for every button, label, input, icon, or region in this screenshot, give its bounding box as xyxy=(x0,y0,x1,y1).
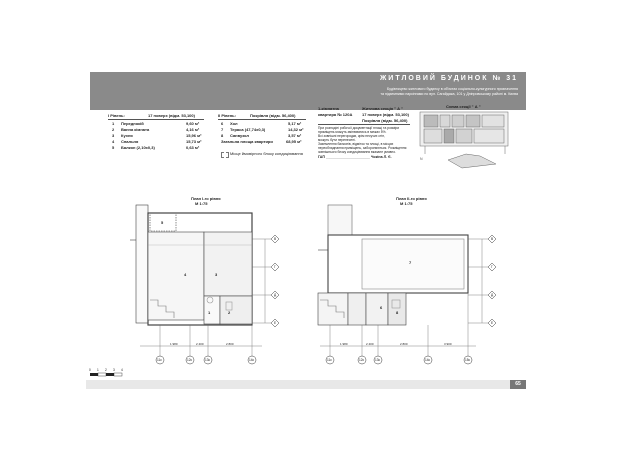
level2-floor: Покрівля (відм. 56,400) xyxy=(250,113,296,118)
room-name: Спальня xyxy=(121,139,139,144)
room-label: 2 xyxy=(228,310,231,315)
note-line: приміщень можуть змінюватись в межах 5%. xyxy=(318,130,387,134)
scale-tick: 0 xyxy=(89,368,91,372)
room-area: 15,73 м² xyxy=(186,139,202,144)
room-label: 4 xyxy=(184,272,187,277)
svg-text:N: N xyxy=(420,157,423,161)
level1-label: І Рівень: xyxy=(108,113,125,118)
room-name: Балкон (2,10х0,3) xyxy=(121,145,155,150)
note-line: зовнішнього блоку кондиціювання вказане умовно. xyxy=(318,150,396,154)
room-label: 3 xyxy=(215,272,218,277)
dimension-label: 3 900 xyxy=(444,342,452,346)
plan-level-1 xyxy=(130,205,252,325)
axis-label: Г xyxy=(274,265,276,269)
footer-bar xyxy=(86,380,510,389)
axis-label: Д xyxy=(274,293,277,297)
axis-label: 11с xyxy=(157,358,162,362)
room-number: 4 xyxy=(112,139,115,144)
room-number: 1 xyxy=(112,121,115,126)
page-number: 65 xyxy=(510,380,526,389)
room-area: 14,32 м² xyxy=(288,127,304,132)
apartment-type: 1-кімнатна xyxy=(318,106,339,111)
axis-label: В xyxy=(274,237,277,241)
header-subtitle-2: та підземними паркінгами по вул. Сагайдака, 101 у Дніпровському районі м. Києва xyxy=(380,92,518,96)
plan1-scale: М 1:75 xyxy=(195,201,208,206)
room-number: 6 xyxy=(221,121,224,126)
room-label: 8 xyxy=(396,310,399,315)
axis-label: 11с xyxy=(327,358,332,362)
room-area: 4,16 м² xyxy=(186,127,200,132)
axis-label: 13с xyxy=(205,358,211,362)
axis-label: 12с xyxy=(359,358,365,362)
axis-label: 12с xyxy=(187,358,193,362)
dimension-label: 2 800 xyxy=(400,342,408,346)
legend-text: Місце ймовірного блоку кондиціювання xyxy=(230,151,303,156)
axis-label: 14с xyxy=(249,358,255,362)
axis-label: Е xyxy=(274,321,277,325)
room-area: 9,60 м² xyxy=(186,121,200,126)
room-label: 5 xyxy=(161,220,164,225)
axis-label: Г xyxy=(491,265,493,269)
room-label: 6 xyxy=(380,305,383,310)
room-name: Тераса (47,74х0,3) xyxy=(230,127,266,132)
note-line: переобладнання приміщень, забороняються. Розміщення xyxy=(318,146,407,150)
plan-level-2 xyxy=(318,205,468,325)
scale-tick: 2 xyxy=(105,368,107,372)
room-number: 8 xyxy=(221,133,224,138)
level1-floor: 17 поверх (відм. 53,100) xyxy=(148,113,195,118)
note-line: Всі зовнішні перегородки, крім несучих стін, xyxy=(318,134,386,138)
room-name: Хол xyxy=(230,121,238,126)
scale-tick: 1 xyxy=(97,368,99,372)
plan2-scale: М 1:75 xyxy=(400,201,413,206)
dimension-label: 2 400 xyxy=(196,342,204,346)
room-area: 15,96 м² xyxy=(186,133,202,138)
room-number: 5 xyxy=(112,145,115,150)
room-name: Кухня xyxy=(121,133,133,138)
room-name: Санвузол xyxy=(230,133,249,138)
dimension-label: 2 800 xyxy=(226,342,234,346)
apartment-floor: 17 поверх (відм. 53,100) xyxy=(362,112,409,117)
note-line: Заземлення балконів, відміток та площі, в місцях xyxy=(318,142,394,146)
room-number: 7 xyxy=(221,127,224,132)
room-name: Передпокій xyxy=(121,121,144,126)
plan1-title: План І-го рівня xyxy=(191,196,221,201)
signature-line: ГАП ______________________ Чокіна Л. Є. xyxy=(318,155,392,159)
header-subtitle-1: Будівництво житлового будинку в об'єктах соціально-культурного призначення xyxy=(387,87,518,91)
room-label: 7 xyxy=(409,260,412,265)
dimension-label: 2 400 xyxy=(366,342,374,346)
scale-bar xyxy=(90,373,122,376)
axis-label: Д xyxy=(491,293,494,297)
room-number: 3 xyxy=(112,133,115,138)
total-area-label: Загальна площа квартири xyxy=(221,139,273,144)
plan2-title: План ІІ-го рівня xyxy=(396,196,427,201)
room-number: 2 xyxy=(112,127,115,132)
apartment-number: квартира № 120А xyxy=(318,112,353,117)
dimension-label: 1 980 xyxy=(340,342,348,346)
room-area: 0,63 м² xyxy=(186,145,200,150)
scheme-title: Схема секції " А " xyxy=(446,104,481,109)
scale-tick: 3 xyxy=(113,368,115,372)
room-area: 3,57 м² xyxy=(288,133,302,138)
axis-label: 14с xyxy=(425,358,431,362)
apartment-roof: Покрівля (відм. 56,400) xyxy=(362,118,408,123)
note-line: можуть бути перенесені. xyxy=(318,138,356,142)
level2-label: ІІ Рівень: xyxy=(218,113,236,118)
axis-label: 15с xyxy=(465,358,471,362)
axis-label: В xyxy=(491,237,494,241)
room-label: 1 xyxy=(208,310,211,315)
total-area-value: 68,95 м² xyxy=(286,139,302,144)
room-area: 5,17 м² xyxy=(288,121,302,126)
scale-tick: 4 xyxy=(121,368,123,372)
axis-label: 13с xyxy=(375,358,381,362)
building-title: ЖИТЛОВИЙ БУДИНОК № 31 xyxy=(379,75,518,82)
note-line: При розподілі робочої документації площі та розміри xyxy=(318,126,400,130)
section-name: Житлова секція " А " xyxy=(362,106,404,111)
axis-label: Е xyxy=(491,321,494,325)
dimension-label: 1 980 xyxy=(170,342,178,346)
room-name: Ванна кімната xyxy=(121,127,150,132)
